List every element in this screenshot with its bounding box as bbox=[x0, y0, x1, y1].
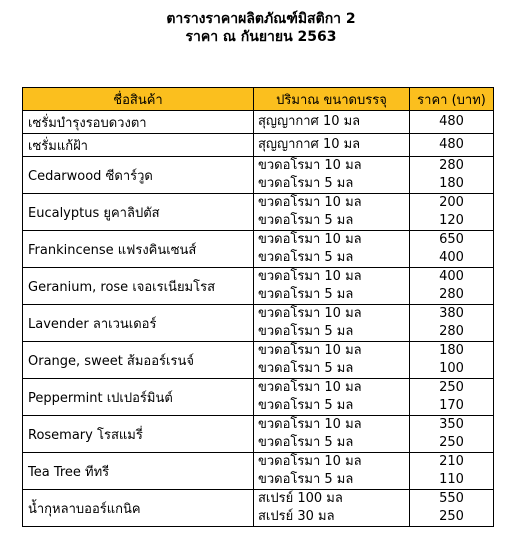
price-cell bbox=[410, 416, 494, 453]
price-value: 650 bbox=[439, 232, 464, 247]
table-row bbox=[23, 111, 494, 134]
document-title: ตารางราคาผลิตภัณฑ์มิสติกา 2 bbox=[166, 11, 356, 27]
quantity-cell bbox=[254, 342, 410, 379]
quantity-value: ขวดอโรมา 5 มล bbox=[258, 398, 354, 413]
quantity-value: ขวดอโรมา 5 มล bbox=[258, 361, 354, 376]
quantity-value: ขวดอโรมา 10 มล bbox=[258, 232, 362, 247]
price-value: 480 bbox=[439, 114, 464, 129]
quantity-value: สเปรย์ 100 มล bbox=[258, 491, 343, 506]
price-value: 200 bbox=[439, 195, 464, 210]
quantity-value: สเปรย์ 30 มล bbox=[258, 509, 335, 524]
header-product-name: ชื่อสินค้า bbox=[23, 88, 254, 111]
header-quantity: ปริมาณ ขนาดบรรจุ bbox=[254, 88, 410, 111]
price-cell bbox=[410, 342, 494, 379]
price-cell bbox=[410, 111, 494, 134]
table-row bbox=[23, 305, 494, 342]
quantity-cell bbox=[254, 305, 410, 342]
quantity-cell bbox=[254, 268, 410, 305]
price-value: 550 bbox=[439, 491, 464, 506]
quantity-value: ขวดอโรมา 10 มล bbox=[258, 195, 362, 210]
table-row bbox=[23, 134, 494, 157]
product-name-cell: Geranium, rose เจอเรเนียมโรส bbox=[23, 268, 254, 305]
quantity-value: ขวดอโรมา 5 มล bbox=[258, 324, 354, 339]
product-name-cell: เซรั่มแก้ฝ้า bbox=[23, 134, 254, 157]
product-name-cell: Eucalyptus ยูคาลิปตัส bbox=[23, 194, 254, 231]
price-value: 280 bbox=[439, 287, 464, 302]
price-cell bbox=[410, 305, 494, 342]
table-row bbox=[23, 379, 494, 416]
price-value: 170 bbox=[439, 398, 464, 413]
quantity-cell bbox=[254, 157, 410, 194]
table-row bbox=[23, 194, 494, 231]
product-name-cell: Rosemary โรสแมรี่ bbox=[23, 416, 254, 453]
quantity-value: ขวดอโรมา 10 มล bbox=[258, 306, 362, 321]
table-header-row bbox=[23, 88, 494, 111]
price-value: 350 bbox=[439, 417, 464, 432]
quantity-value: ขวดอโรมา 5 มล bbox=[258, 250, 354, 265]
quantity-value: ขวดอโรมา 10 มล bbox=[258, 343, 362, 358]
table-row bbox=[23, 342, 494, 379]
product-name-cell: Peppermint เปเปอร์มินต์ bbox=[23, 379, 254, 416]
quantity-value: ขวดอโรมา 10 มล bbox=[258, 417, 362, 432]
table-row bbox=[23, 157, 494, 194]
price-value: 180 bbox=[439, 343, 464, 358]
price-value: 480 bbox=[439, 137, 464, 152]
product-name-cell: Frankincense แฟรงคินเซนส์ bbox=[23, 231, 254, 268]
price-value: 400 bbox=[439, 250, 464, 265]
quantity-cell bbox=[254, 194, 410, 231]
price-cell bbox=[410, 453, 494, 490]
quantity-cell bbox=[254, 490, 410, 527]
price-value: 400 bbox=[439, 269, 464, 284]
price-cell bbox=[410, 157, 494, 194]
quantity-value: ขวดอโรมา 5 มล bbox=[258, 176, 354, 191]
product-name-cell: เซรั่มบำรุงรอบดวงตา bbox=[23, 111, 254, 134]
table-body bbox=[23, 111, 494, 527]
table-row bbox=[23, 231, 494, 268]
quantity-value: ขวดอโรมา 5 มล bbox=[258, 435, 354, 450]
quantity-value: สุญญากาศ 10 มล bbox=[258, 137, 361, 152]
header-price: ราคา (บาท) bbox=[410, 88, 494, 111]
quantity-value: ขวดอโรมา 5 มล bbox=[258, 287, 354, 302]
quantity-cell bbox=[254, 231, 410, 268]
price-value: 210 bbox=[439, 454, 464, 469]
quantity-cell bbox=[254, 134, 410, 157]
quantity-value: ขวดอโรมา 10 มล bbox=[258, 158, 362, 173]
table-row bbox=[23, 268, 494, 305]
price-value: 250 bbox=[439, 435, 464, 450]
price-value: 250 bbox=[439, 380, 464, 395]
table-row bbox=[23, 453, 494, 490]
price-table bbox=[22, 87, 494, 527]
document-subtitle: ราคา ณ กันยายน 2563 bbox=[185, 29, 337, 45]
table-row bbox=[23, 416, 494, 453]
price-value: 110 bbox=[439, 472, 464, 487]
product-name-cell: Lavender ลาเวนเดอร์ bbox=[23, 305, 254, 342]
quantity-cell bbox=[254, 416, 410, 453]
quantity-cell bbox=[254, 453, 410, 490]
price-cell bbox=[410, 231, 494, 268]
price-value: 180 bbox=[439, 176, 464, 191]
quantity-value: ขวดอโรมา 5 มล bbox=[258, 213, 354, 228]
price-value: 120 bbox=[439, 213, 464, 228]
price-value: 380 bbox=[439, 306, 464, 321]
product-name-cell: น้ำกุหลาบออร์แกนิค bbox=[23, 490, 254, 527]
quantity-value: ขวดอโรมา 10 มล bbox=[258, 269, 362, 284]
price-cell bbox=[410, 194, 494, 231]
price-cell bbox=[410, 490, 494, 527]
price-value: 100 bbox=[439, 361, 464, 376]
price-cell bbox=[410, 379, 494, 416]
quantity-value: ขวดอโรมา 10 มล bbox=[258, 454, 362, 469]
product-name-cell: Orange, sweet ส้มออร์เรนจ์ bbox=[23, 342, 254, 379]
price-cell bbox=[410, 134, 494, 157]
product-name-cell: Tea Tree ทีทรี bbox=[23, 453, 254, 490]
product-name-cell: Cedarwood ซีดาร์วูด bbox=[23, 157, 254, 194]
price-value: 250 bbox=[439, 509, 464, 524]
price-value: 280 bbox=[439, 158, 464, 173]
quantity-value: ขวดอโรมา 10 มล bbox=[258, 380, 362, 395]
table-row bbox=[23, 490, 494, 527]
price-value: 280 bbox=[439, 324, 464, 339]
price-cell bbox=[410, 268, 494, 305]
quantity-cell bbox=[254, 111, 410, 134]
quantity-cell bbox=[254, 379, 410, 416]
quantity-value: ขวดอโรมา 5 มล bbox=[258, 472, 354, 487]
quantity-value: สุญญากาศ 10 มล bbox=[258, 114, 361, 129]
